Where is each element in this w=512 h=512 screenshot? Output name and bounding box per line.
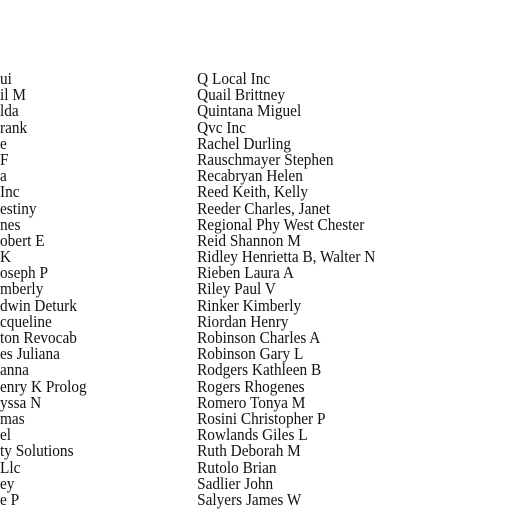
name-entry: obert E: [0, 230, 45, 250]
name-entry: anna: [0, 360, 29, 380]
name-entry: ty Solutions: [0, 441, 74, 461]
name-entry: Salyers James W: [197, 489, 302, 509]
name-entry: el: [0, 425, 12, 445]
name-entry: yssa N: [0, 392, 42, 412]
name-entry: Riordan Henry: [197, 311, 289, 331]
name-entry: Riley Paul V: [197, 279, 276, 299]
name-entry: Quail Brittney: [197, 85, 286, 105]
name-entry: Reed Keith, Kelly: [197, 182, 308, 202]
name-entry: ui: [0, 71, 12, 88]
name-entry: e: [0, 133, 7, 153]
name-entry: Q Local Inc: [197, 69, 271, 88]
name-entry: Romero Tonya M: [197, 392, 306, 412]
name-entry: e P: [0, 489, 20, 509]
name-entry: lda: [0, 101, 19, 121]
name-entry: rank: [0, 117, 28, 137]
name-entry: Recabryan Helen: [197, 166, 303, 186]
name-entry: enry K Prolog: [0, 376, 87, 396]
right-name-column: [197, 71, 375, 508]
name-entry: Ridley Henrietta B, Walter N: [197, 247, 376, 267]
name-entry: cqueline: [0, 311, 52, 331]
name-entry: es Juliana: [0, 344, 60, 364]
name-entry: Inc: [0, 182, 20, 202]
name-entry: Llc: [0, 457, 21, 477]
name-entry: mas: [0, 408, 25, 428]
name-entry: Rinker Kimberly: [197, 295, 302, 315]
name-entry: oseph P: [0, 263, 49, 283]
name-entry: Rachel Durling: [197, 133, 292, 153]
name-entry: Qvc Inc: [197, 117, 246, 137]
left-name-column: [0, 71, 205, 508]
name-entry: Ruth Deborah M: [197, 441, 301, 461]
name-entry: Robinson Charles A: [197, 328, 321, 347]
name-entry: Rauschmayer Stephen: [197, 149, 334, 169]
name-entry: ey: [0, 473, 15, 493]
name-entry: Rieben Laura A: [197, 263, 294, 283]
name-entry: Rodgers Kathleen B: [197, 360, 322, 380]
name-entry: Robinson Gary L: [197, 344, 304, 364]
name-entry: F: [0, 149, 9, 169]
name-entry: dwin Deturk: [0, 295, 77, 315]
name-entry: Reid Shannon M: [197, 230, 301, 250]
name-entry: a: [0, 166, 7, 186]
name-entry: Rosini Christopher P: [197, 408, 326, 428]
name-entry: Rogers Rhogenes: [197, 376, 305, 396]
name-entry: Sadlier John: [197, 473, 274, 493]
name-entry: mberly: [0, 279, 44, 299]
name-entry: Rowlands Giles L: [197, 425, 308, 445]
name-entry: ton Revocab: [0, 328, 77, 347]
name-entry: Rutolo Brian: [197, 457, 277, 477]
name-entry: Quintana Miguel: [197, 101, 302, 121]
name-entry: il M: [0, 85, 26, 105]
name-entry: nes: [0, 214, 21, 234]
name-entry: K: [0, 247, 12, 267]
name-entry: Regional Phy West Chester: [197, 214, 365, 234]
name-entry: estiny: [0, 198, 37, 218]
name-entry: Reeder Charles, Janet: [197, 198, 331, 218]
